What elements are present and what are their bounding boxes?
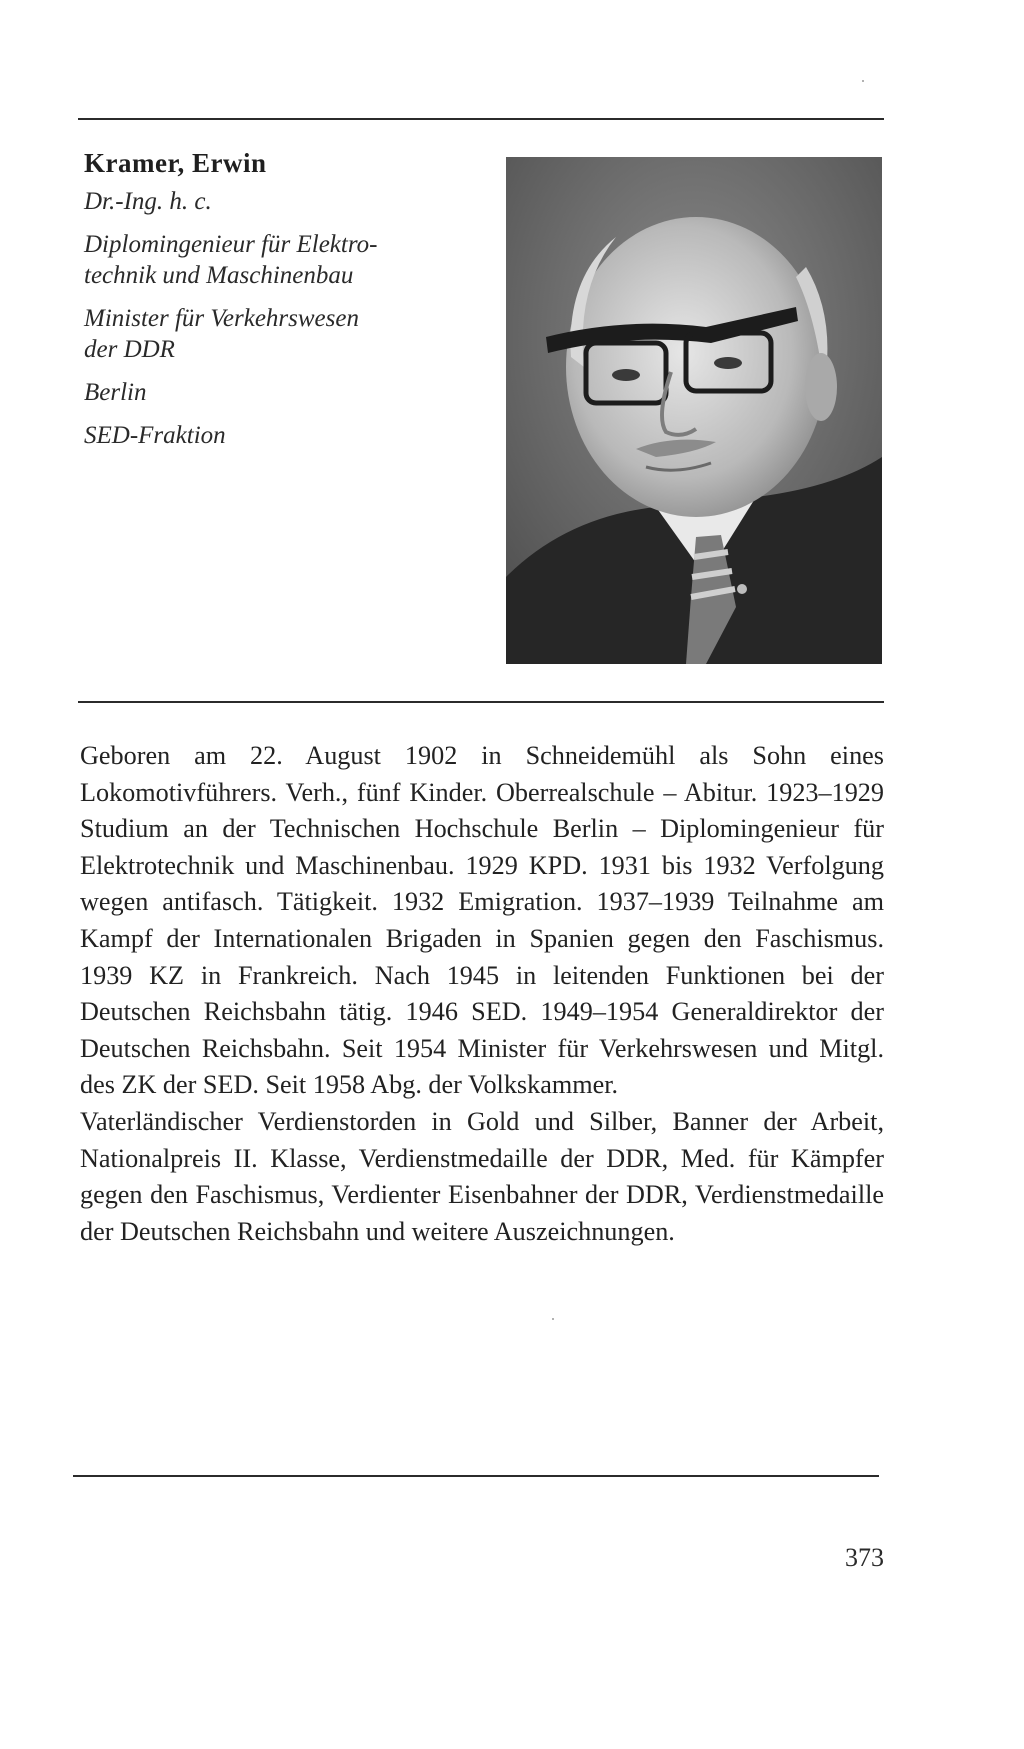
position [84,303,444,365]
scan-speck [552,1318,554,1320]
top-rule [78,118,884,120]
biography [80,738,884,1250]
awards-paragraph: Vaterländischer Verdienstorden in Gold und Silber, Banner der Arbeit, Nationalpreis II. Klasse, Verdienstmedaille der DDR, Med. für Kämpfer gegen den Faschismus, Verdienter Eisenbahner der DDR, Verdienstmedaille der Deutschen Reichsbahn und weitere Auszeichnungen. [80,1106,884,1246]
position-line: Minister für Verkehrswesen [84,305,359,332]
academic-title: Dr.-Ing. h. c. [84,188,212,215]
person-name: Kramer, Erwin [84,148,267,178]
position-line: der DDR [84,336,175,363]
person-details [84,186,444,451]
page-number: 373 [845,1543,884,1572]
scan-speck [862,80,864,82]
city: Berlin [84,379,147,406]
profession-line: technik und Maschinenbau [84,262,354,289]
portrait-photo [506,157,882,664]
entry-header [84,146,444,463]
biography-paragraph: Geboren am 22. August 1902 in Schneidemühl als Sohn eines Lokomotivführers. Verh., fünf Kinder. Oberrealschule – Abitur. 1923–1929 Studium an der Technischen Hochschule Berlin – Diplomingenieur für Elektrotechnik und Maschinenbau. 1929 KPD. 1931 bis 1932 Verfolgung wegen antifasch. Tätigkeit. 1932 Emigration. 1937–1939 Teilnahme am Kampf der Internationalen Brigaden in Spanien gegen den Faschismus. 1939 KZ in Frankreich. Nach 1945 in leitenden Funktionen bei der Deutschen Reichsbahn tätig. 1946 SED. 1949–1954 Generaldirektor der Deutschen Reichsbahn. Seit 1954 Minister für Verkehrswesen und Mitgl. des ZK der SED. Seit 1958 Abg. der Volkskammer. [80,741,884,1100]
profession [84,229,444,291]
bottom-rule [73,1475,879,1477]
portrait-illustration [506,157,882,664]
faction: SED-Fraktion [84,422,226,449]
profession-line: Diplomingenieur für Elektro- [84,231,378,258]
middle-rule [78,701,884,703]
